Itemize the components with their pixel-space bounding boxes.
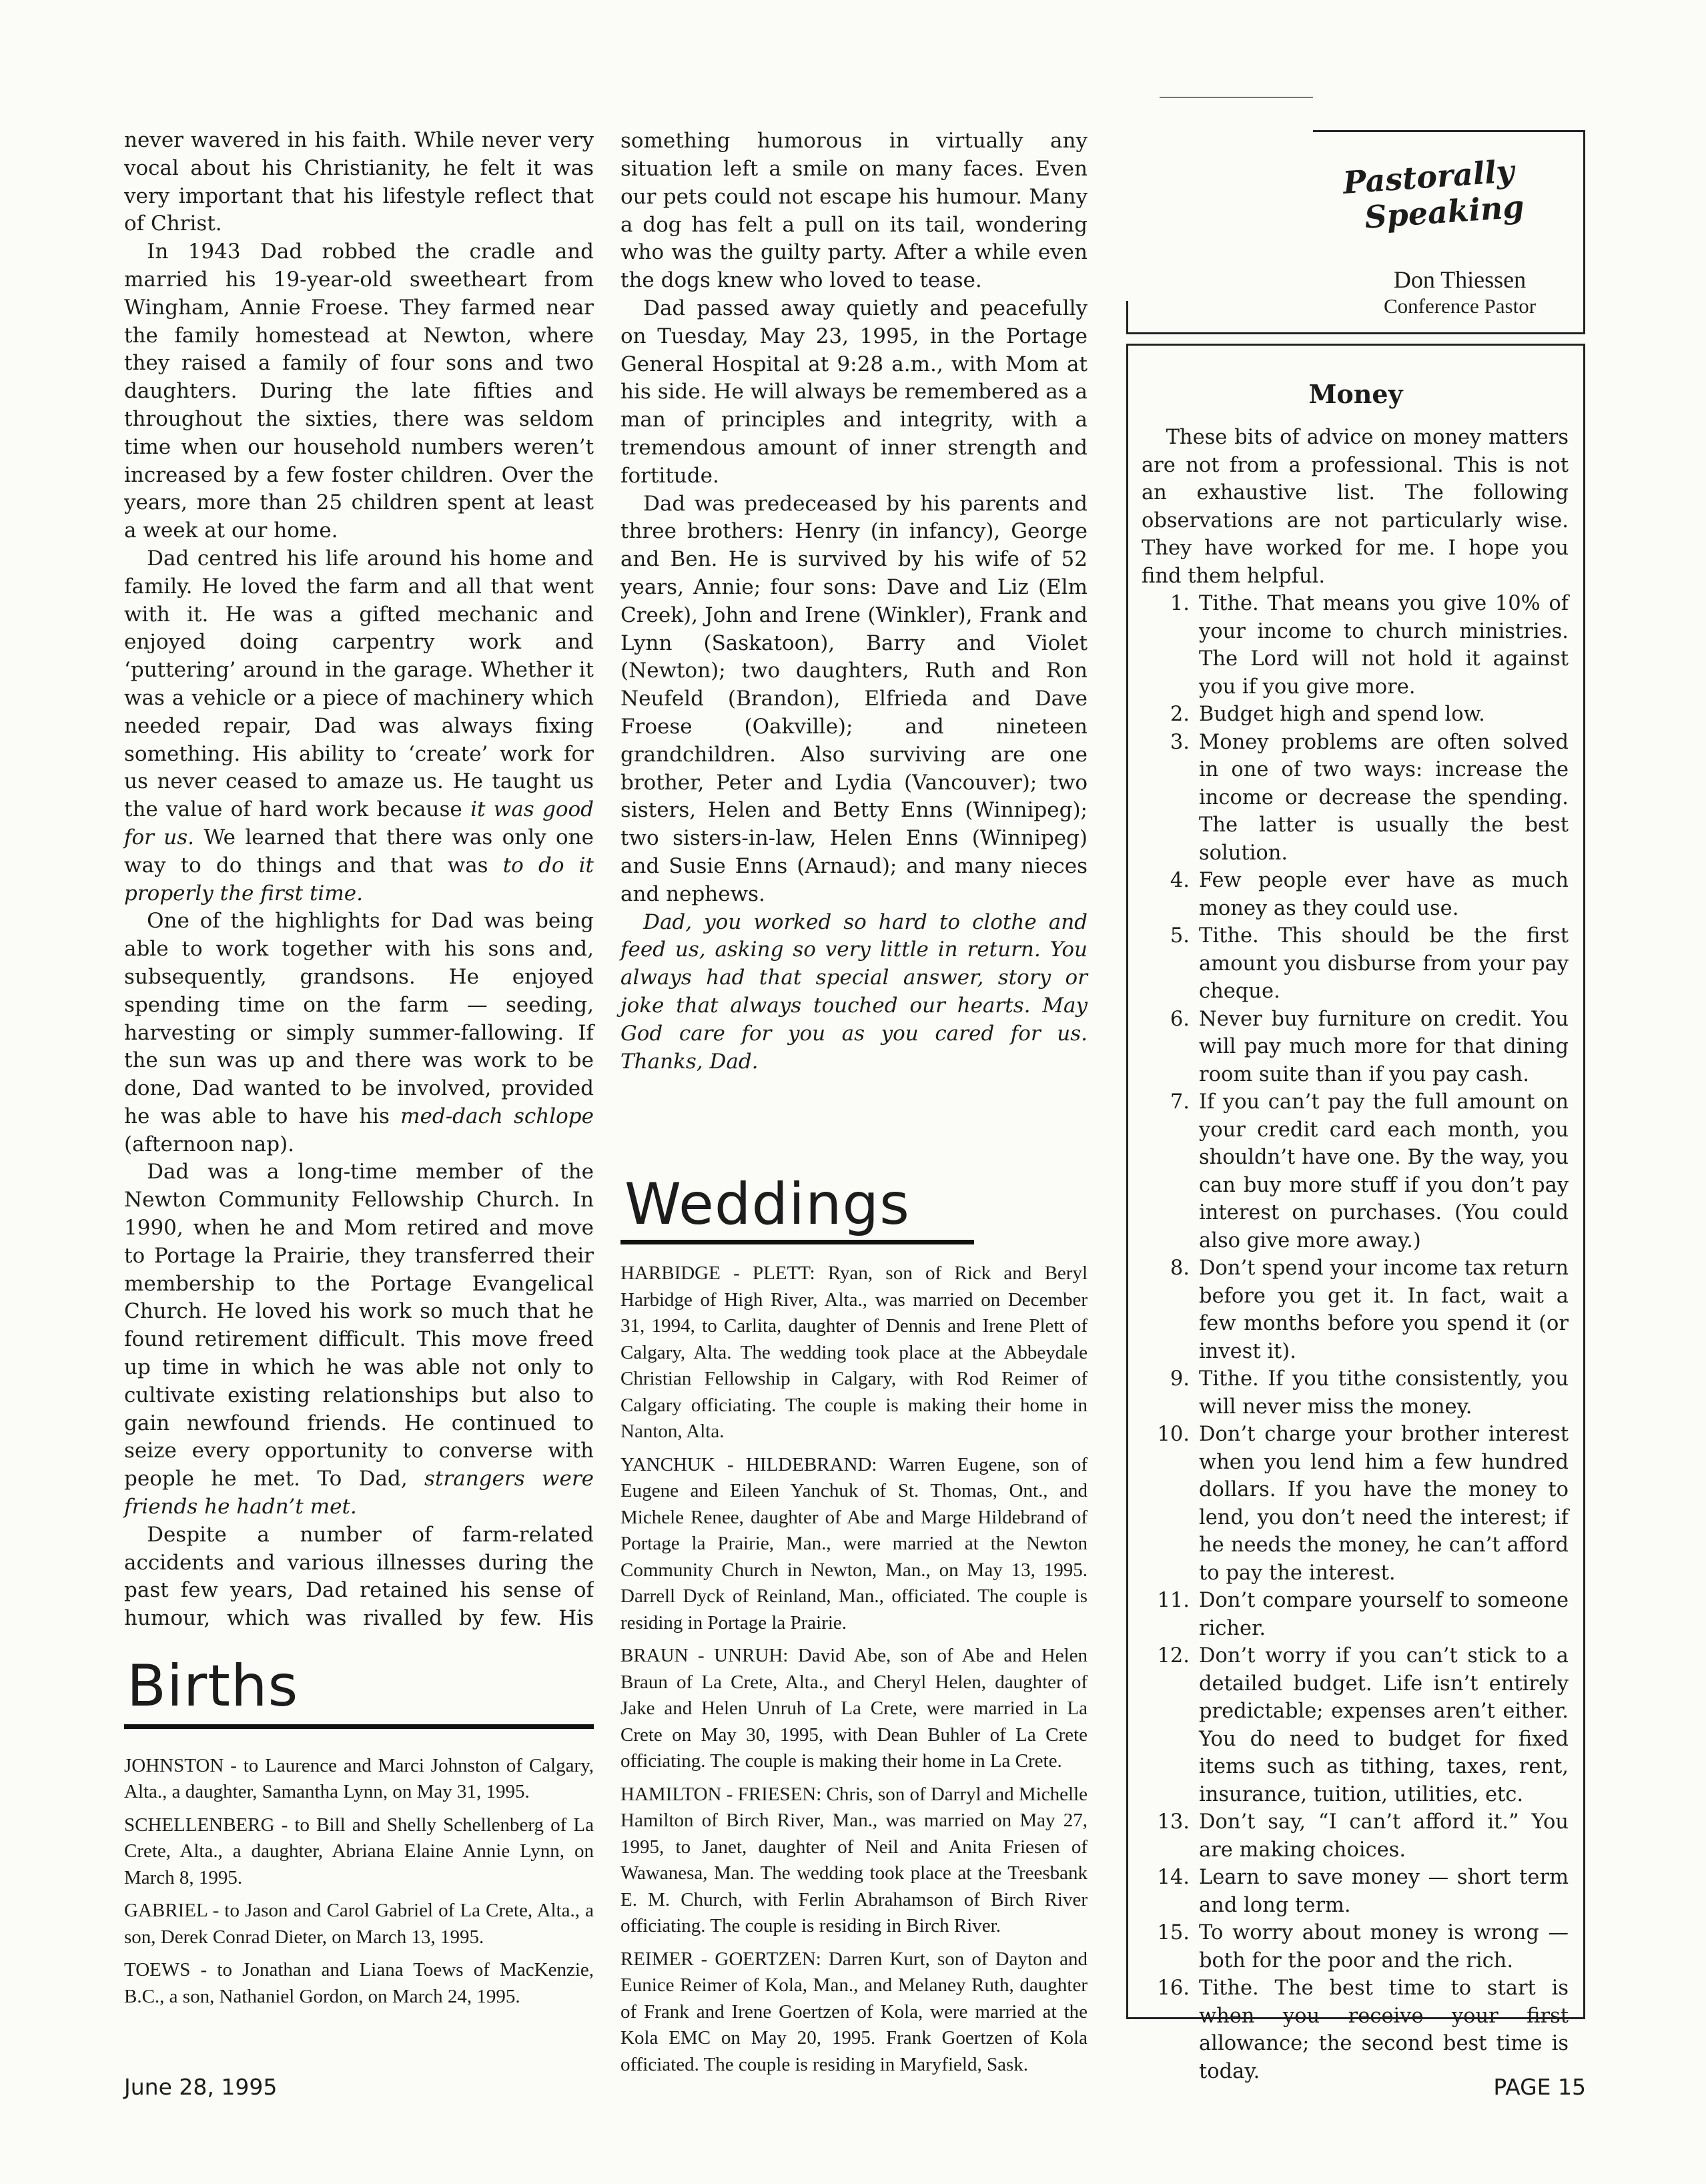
money-advice-text: Don’t spend your income tax return before you get it. In fact, wait a few months before you spend it (or invest it).	[1199, 1256, 1569, 1363]
money-advice-number: 5.	[1170, 924, 1190, 948]
money-advice-number: 1.	[1170, 592, 1190, 615]
money-advice-number: 10.	[1157, 1423, 1190, 1446]
birth-notice: TOEWS - to Jonathan and Liana Toews of MacKenzie, B.C., a son, Nathaniel Gordon, on March 24, 1995.	[124, 1959, 594, 2007]
money-advice-text: Don’t compare yourself to someone richer.	[1199, 1589, 1569, 1640]
obituary-paragraph-8: Dad was predeceased by his parents and three brothers: Henry (in infancy), George and Ben. He is survived by his wife of 52 years, Annie; four sons: Dave and Liz (Elm Creek), John and Irene (Winkler), Frank and Lynn (Saskatoon), Barry and Violet (Newton); two daughters, Ruth and Ron Neufeld (Brandon), Elfrieda and Dave Froese (Oakville); and nineteen grandchildren. Also surviving are one brother, Peter and Lydia (Vancouver); two sisters, Helen and Betty Enns (Winnipeg); two sisters-in-law, Helen Enns (Winnipeg) and Susie Enns (Arnaud); and many nieces and nephews.	[620, 491, 1088, 906]
wedding-notice: BRAUN - UNRUH: David Abe, son of Abe and Helen Braun of La Crete, Alta., and Cheryl Helen, daughter of Jake and Helen Unruh of La Crete, were married in La Crete on May 30, 1995, with Dean Buhler of La Crete officiating. The couple is making their home in La Crete.	[620, 1645, 1088, 1772]
weddings-title-rule	[620, 1240, 974, 1244]
obituary-paragraph-6-end	[620, 127, 1088, 295]
weddings-section	[620, 1171, 1088, 2078]
wedding-notice: YANCHUK - HILDEBRAND: Warren Eugene, son of Eugene and Eileen Yanchuk of St. Thomas, Ont., and Michele Renee, daughter of Abe and Marge Hildebrand of Portage la Prairie, Man., were married at the Newton Community Church in Newton, Man., on May 13, 1995. Darrell Dyck of Reinland, Man., officiated. The couple is residing in Portage la Prairie.	[620, 1453, 1088, 1633]
births-title: Births	[127, 1652, 299, 1720]
money-advice-item	[1142, 1974, 1569, 2085]
money-advice-number: 6.	[1170, 1007, 1190, 1031]
money-advice-item	[1142, 1365, 1569, 1421]
wedding-notice: REIMER - GOERTZEN: Darren Kurt, son of Dayton and Eunice Reimer of Kola, Man., and Melaney Ruth, daughter of Frank and Irene Goertzen of Kola, were married at the Kola EMC on May 20, 1995. Frank Goertzen of Kola officiated. The couple is residing in Maryfield, Sask.	[620, 1948, 1088, 2075]
money-advice-item	[1142, 1006, 1569, 1089]
births-section	[124, 1652, 594, 2011]
money-advice-number: 7.	[1170, 1090, 1190, 1114]
money-advice-number: 14.	[1157, 1866, 1190, 1889]
money-advice-item	[1142, 1642, 1569, 1808]
obituary-paragraph-2: In 1943 Dad robbed the cradle and married his 19-year-old sweetheart from Wingham, Annie Froese. They farmed near the family homestead at Newton, where they raised a family of four sons and two daughters. During the late fifties and throughout the sixties, there was seldom time when our household numbers weren’t increased by a few foster children. Over the years, more than 25 children spent at least a week at our home.	[124, 240, 594, 543]
obituary-paragraph-7: Dad passed away quietly and peacefully on Tuesday, May 23, 1995, in the Portage General Hospital at 9:28 a.m., with Mom at his side. He will always be remembered as a man of principles and integrity, with a tremendous amount of inner strength and fortitude.	[620, 296, 1088, 488]
obituary-paragraph-6-continued: something humorous in virtually any situation left a smile on many faces. Even our pets could not escape his humour. Many a dog has felt a pull on its tail, wondering who was the guilty party. After a while even the dogs knew who loved to tease.	[620, 129, 1088, 293]
money-advice-text: Few people ever have as much money as they could use.	[1199, 869, 1569, 920]
obituary-paragraph-4	[124, 907, 594, 1158]
obituary-paragraph-5-text: Dad was a long-time member of the Newton Community Fellowship Church. In 1990, when he and Mom retired and move to Portage la Prairie, they transferred their membership to the Portage Evangelical Church. He loved his work so much that he found retirement difficult. This move freed up time in which he was able not only to cultivate existing relationships but also to gain newfound friends. He continued to seize every opportunity to converse with people he met. To Dad,	[124, 1160, 594, 1491]
money-advice-number: 8.	[1170, 1256, 1190, 1280]
money-intro: These bits of advice on money matters are not from a professional. This is not an exhaustive list. The following observations are not particularly wise. They have worked for me. I hope you find them helpful.	[1142, 426, 1569, 588]
obituary-paragraph-4-end: (afternoon nap).	[124, 1132, 295, 1156]
obituary-italic-strangers: strangers were friends he hadn’t met.	[124, 1467, 594, 1519]
money-heading: Money	[1308, 379, 1403, 409]
obituary-paragraph-4-text: One of the highlights for Dad was being able to work together with his sons and, subsequently, grandsons. He enjoyed spending time on the farm — seeding, harvesting or simply summer-fallowing. If the sun was up and there was work to be done, Dad wanted to be involved, provided he was able to have his	[124, 909, 594, 1128]
money-advice-item	[1142, 1919, 1569, 1974]
money-advice-item	[1142, 729, 1569, 867]
money-advice-text: Tithe. This should be the first amount you disburse from your pay cheque.	[1199, 924, 1569, 1003]
money-advice-number: 15.	[1157, 1921, 1190, 1944]
column-title	[1308, 151, 1553, 240]
money-advice-text: Don’t charge your brother interest when you lend him a few hundred dollars. If you have the money to lend, you don’t need the interest; if he needs the money, he can’t afford to pay the interest.	[1199, 1423, 1569, 1585]
obituary-italic-properly: to do it properly the first time.	[124, 853, 594, 905]
money-advice-text: To worry about money is wrong — both for the poor and the rich.	[1199, 1921, 1569, 1972]
obituary-closing: Dad, you worked so hard to clothe and feed us, asking so very little in return. You always had that special answer, story or joke that always touched our hearts. May God care for you as you cared for us. Thanks, Dad.	[620, 909, 1088, 1074]
header-blank-area	[1126, 130, 1313, 301]
obituary-paragraph-3-mid: We learned that there was only one way to do things and that was	[124, 825, 594, 877]
money-advice-text: Never buy furniture on credit. You will pay much more for that dining room suite than if you pay cash.	[1199, 1007, 1569, 1086]
obituary-column-1	[124, 127, 594, 2017]
money-advice-number: 4.	[1170, 869, 1190, 892]
money-advice-item	[1142, 1864, 1569, 1919]
footer-date: June 28, 1995	[124, 2074, 278, 2100]
money-advice-text: Tithe. That means you give 10% of your income to church ministries. The Lord will not hold it against you if you give more.	[1199, 592, 1569, 699]
birth-notice: GABRIEL - to Jason and Carol Gabriel of La Crete, Alta., a son, Derek Conrad Dieter, on March 13, 1995.	[124, 1900, 594, 1948]
obituary-italic-nap: med-dach schlope	[400, 1104, 594, 1128]
obituary-column-2	[620, 127, 1088, 2085]
column-author-role: Conference Pastor	[1383, 294, 1537, 318]
wedding-notice: HAMILTON - FRIESEN: Chris, son of Darryl and Michelle Hamilton of Birch River, Man., was married on May 27, 1995, to Janet, daughter of Neil and Anita Friesen of Wawanesa, Man. The wedding took place at the Treesbank E. M. Church, with Ferlin Abrahamson of Birch River officiating. The couple is residing in Birch River.	[620, 1783, 1088, 1937]
pastorally-speaking-header	[1126, 130, 1585, 334]
page-number: PAGE 15	[1493, 2074, 1586, 2100]
money-advice-text: If you can’t pay the full amount on your credit card each month, you shouldn’t have one. By the way, you can buy more stuff if you don’t pay interest on purchases. (You could also give more away.)	[1199, 1090, 1569, 1252]
money-advice-number: 13.	[1157, 1810, 1190, 1834]
birth-notice: SCHELLENBERG - to Bill and Shelly Schellenberg of La Crete, Alta., a daughter, Abriana Elaine Annie Lynn, on March 8, 1995.	[124, 1814, 594, 1888]
money-advice-list	[1142, 590, 1569, 2085]
money-advice-text: Tithe. The best time to start is when you receive your first allowance; the second best time is today.	[1199, 1976, 1569, 2083]
obituary-paragraph-3-text: Dad centred his life around his home and family. He loved the farm and all that went with it. He was a gifted mechanic and enjoyed doing carpentry work and ‘puttering’ around in the garage. Whether it was a vehicle or a piece of machinery which needed repair, Dad was always fixing something. His ability to ‘create’ work for us never ceased to amaze us. He taught us the value of hard work because	[124, 546, 594, 822]
money-advice-item	[1142, 590, 1569, 701]
birth-notice: JOHNSTON - to Laurence and Marci Johnston of Calgary, Alta., a daughter, Samantha Lynn, on May 31, 1995.	[124, 1754, 594, 1803]
obituary-italic-good: it was good for us.	[124, 797, 594, 849]
money-article-box	[1126, 344, 1585, 2083]
obituary-paragraph-6-start: Despite a number of farm-related accidents and various illnesses during the past few years, Dad retained his sense of humour, which was rivalled by few. His	[124, 1522, 594, 1631]
obituary-paragraph-1: never wavered in his faith. While never very vocal about his Christianity, he felt it was very important that his lifestyle reflect that of Christ.	[124, 128, 594, 236]
money-advice-item	[1142, 1808, 1569, 1864]
money-advice-item	[1142, 922, 1569, 1006]
money-advice-number: 12.	[1157, 1644, 1190, 1668]
money-advice-item	[1142, 1421, 1569, 1587]
money-advice-number: 3.	[1170, 730, 1190, 754]
money-advice-number: 9.	[1170, 1367, 1190, 1391]
money-advice-text: Don’t worry if you can’t stick to a detailed budget. Life isn’t entirely predictable; expenses aren’t either. You do need to budget for fixed items such as tithing, taxes, rent, insurance, tuition, utilities, etc.	[1199, 1644, 1569, 1806]
money-advice-text: Money problems are often solved in one of two ways: increase the income or decrease the spending. The latter is usually the best solution.	[1199, 730, 1569, 865]
column-title-line-2: Speaking	[1363, 188, 1526, 236]
money-advice-item	[1142, 867, 1569, 922]
money-advice-text: Don’t say, “I can’t afford it.” You are making choices.	[1199, 1810, 1569, 1862]
money-advice-text: Learn to save money — short term and long term.	[1199, 1866, 1569, 1917]
money-advice-number: 16.	[1157, 1976, 1190, 2000]
obituary-paragraph-5	[124, 1158, 594, 1521]
money-advice-item	[1142, 1088, 1569, 1254]
money-advice-item	[1142, 1254, 1569, 1365]
money-advice-item	[1142, 1587, 1569, 1642]
header-top-rule	[1160, 97, 1313, 98]
money-advice-text: Budget high and spend low.	[1199, 703, 1485, 726]
money-advice-number: 2.	[1170, 703, 1190, 726]
wedding-notice: HARBIDGE - PLETT: Ryan, son of Rick and Beryl Harbidge of High River, Alta., was married on December 31, 1994, to Carlita, daughter of Dennis and Irene Plett of Calgary, Alta. The wedding took place at the Abbeydale Christian Fellowship in Calgary, with Rod Reimer of Calgary officiating. The couple is making their home in Nanton, Alta.	[620, 1262, 1088, 1443]
births-title-rule	[124, 1724, 594, 1729]
money-advice-number: 11.	[1157, 1589, 1190, 1612]
weddings-title: Weddings	[624, 1171, 910, 1238]
money-advice-item	[1142, 701, 1569, 729]
obituary-paragraph-3	[124, 545, 594, 907]
column-author: Don Thiessen	[1393, 266, 1527, 293]
column-title-line-1: Pastorally	[1342, 153, 1516, 201]
money-advice-text: Tithe. If you tithe consistently, you will never miss the money.	[1199, 1367, 1569, 1419]
